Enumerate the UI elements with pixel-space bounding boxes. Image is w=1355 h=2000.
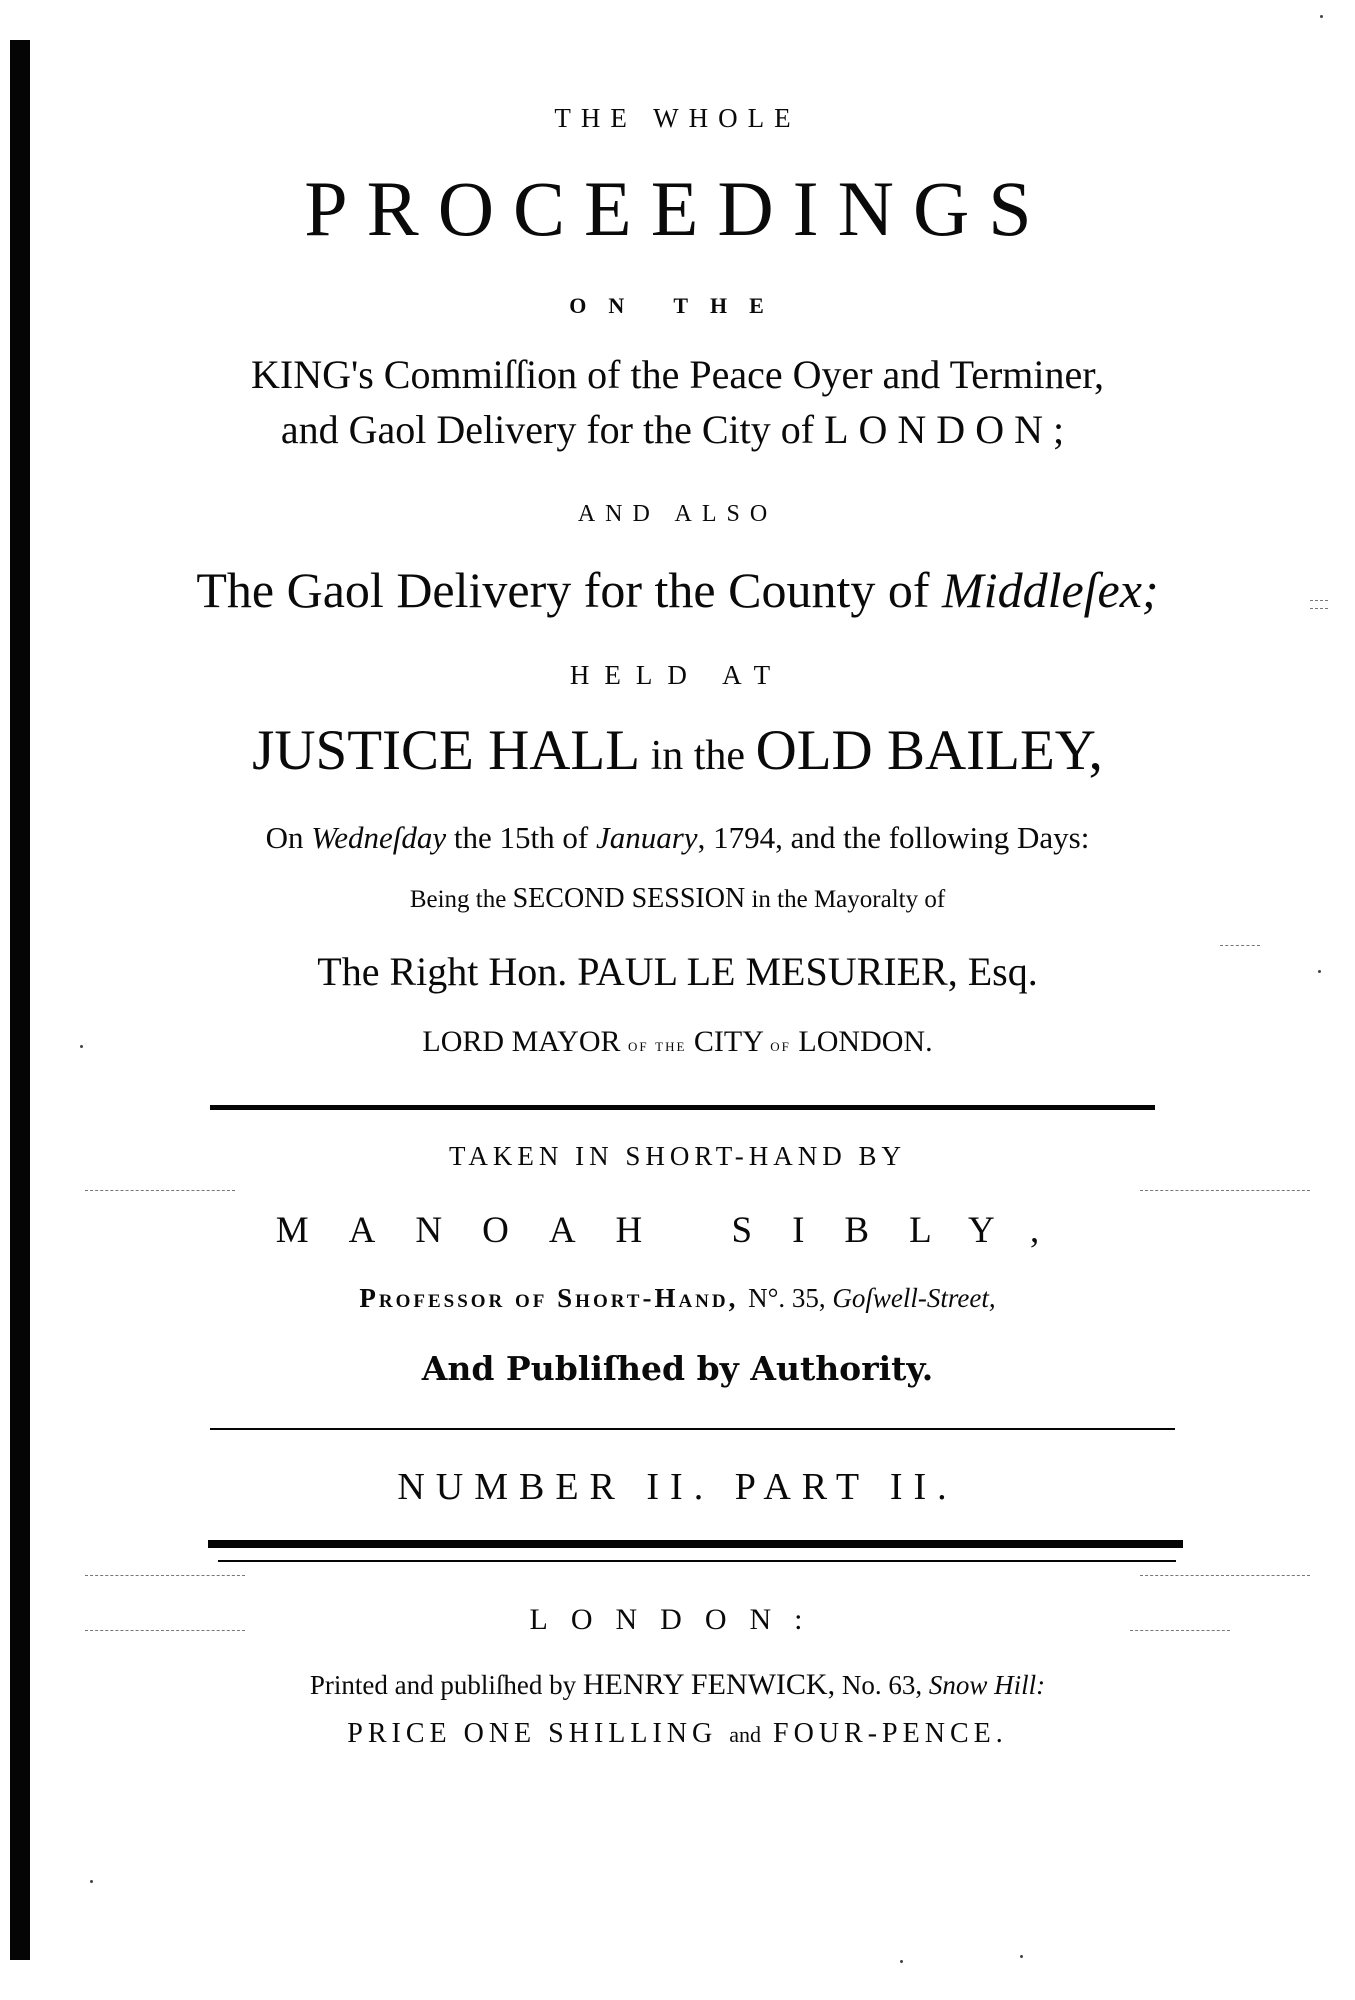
professor-b: N°. 35, [748,1283,833,1313]
scan-artifact-line [85,1190,235,1191]
authority-text: And Publiſhed by Authority. [421,1349,934,1388]
scan-artifact-line [85,1575,245,1576]
scan-artifact-line [1140,1190,1310,1191]
heading-held-at: HELD AT [569,660,786,690]
imprint-city: LONDON: [529,1603,826,1636]
scan-artifact-line [1130,1630,1230,1631]
justice-hall-line [0,719,1355,782]
in-the-word: in the [640,733,756,779]
reporter-name: MANOAH SIBLY, [275,1210,1080,1251]
scan-artifact-line [1310,600,1328,601]
commission-line-2 [0,407,1355,452]
middlesex-word: Middleſex; [942,562,1159,618]
scan-artifact-line [1220,945,1260,946]
professor-a: Professor of Short-Hand, [359,1283,749,1313]
county-line-text: The Gaol Delivery for the County of [196,562,943,618]
scan-artifact-line [1310,608,1328,609]
date-mid: the 15th of [446,820,596,855]
mayor-a: The Right Hon. [317,949,578,994]
heading-proceedings: PROCEEDINGS [304,165,1051,252]
justice-hall-word: JUSTICE HALL [252,719,641,782]
lord-mayor-line [0,1027,1355,1057]
divider-rule-2 [210,1428,1175,1430]
scan-speck [900,1960,903,1963]
price-b: and [729,1722,762,1747]
scan-artifact-line [85,1630,245,1631]
lord-a: LORD MAYOR [422,1025,629,1058]
heading-the-whole: THE WHOLE [554,103,801,133]
mayor-name: PAUL LE MESURIER, [577,949,958,994]
county-line [0,562,1355,618]
session-a: Being the [409,886,513,913]
scan-speck [1318,970,1321,973]
session-line [0,885,1355,913]
number-part-line: NUMBER II. PART II. [397,1466,958,1508]
session-c: in the Mayoralty of [745,886,946,913]
price-a: PRICE ONE SHILLING [347,1718,730,1749]
scan-speck [80,1045,83,1048]
lord-e: LONDON. [790,1025,933,1058]
divider-rule-3-thin [218,1560,1176,1562]
price-c: FOUR-PENCE. [761,1718,1008,1749]
date-month: January [595,820,698,855]
scan-artifact-line [1140,1575,1310,1576]
divider-rule-3-thick [208,1540,1183,1548]
london-word: LONDON; [824,407,1075,452]
printer-name: HENRY FENWICK, [582,1668,836,1701]
old-bailey-word: OLD BAILEY, [755,719,1103,782]
scan-speck [90,1880,93,1883]
printer-line [0,1670,1355,1700]
scan-speck [1320,15,1323,18]
mayor-line [0,949,1355,994]
date-day: Wedneſday [311,820,447,855]
heading-on-the: ON THE [569,293,786,318]
professor-c: Goſwell-Street, [832,1283,996,1313]
commission-line-2-text: and Gaol Delivery for the City of [280,407,825,452]
lord-d: of [770,1035,791,1055]
lord-b: of the [628,1035,687,1055]
price-line [0,1720,1355,1748]
session-b: SECOND SESSION [512,883,746,914]
mayor-c: Esq. [957,949,1038,994]
lord-c: CITY [686,1025,771,1058]
scan-speck [1020,1955,1023,1958]
printer-c: No. 63, [835,1670,929,1700]
date-line [0,822,1355,853]
date-on: On [265,820,312,855]
printer-a: Printed and publiſhed by [309,1670,583,1700]
authority-line [0,1349,1355,1388]
printer-d: Snow Hill: [928,1670,1046,1700]
heading-and-also: AND ALSO [577,501,778,527]
divider-rule-1 [210,1105,1155,1110]
taken-line: TAKEN IN SHORT-HAND BY [449,1141,906,1171]
date-rest: , 1794, and the following Days: [697,820,1090,855]
professor-line [0,1285,1355,1312]
commission-line-1: KING's Commiſſion of the Peace Oyer and Terminer, [251,352,1104,397]
